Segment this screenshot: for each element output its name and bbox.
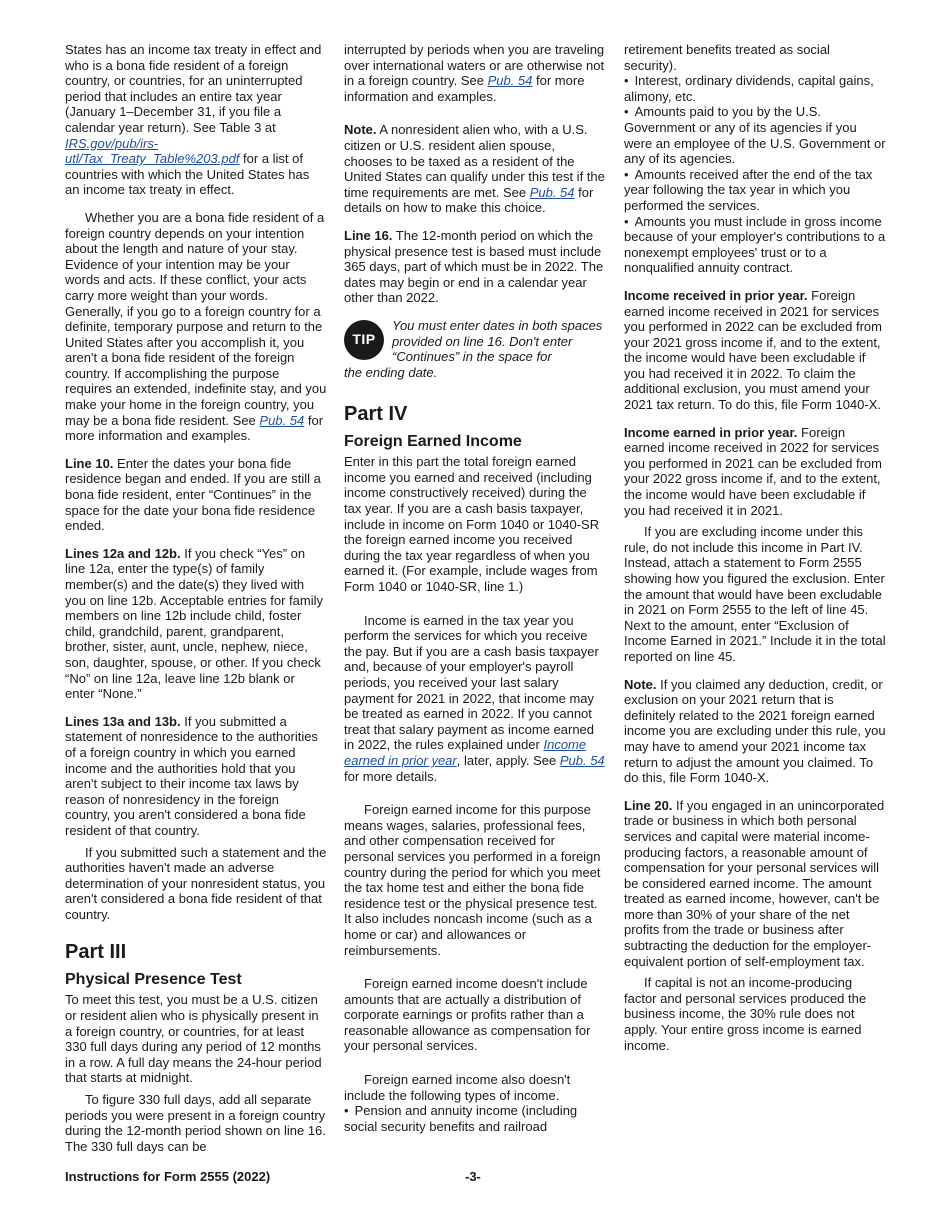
paragraph-treaty: States has an income tax treaty in effect and who is a bona fide resident of a foreign country, or countries, for an uninterrupted period that includes an entire tax year (January 1–December 31, if you file a calendar year return). See Table 3 at IRS.gov/pub/irs-utl/Tax_Treaty_Table%203.pdf for a list of countries with which the United States has an income tax treaty in effect. — [65, 42, 322, 198]
paragraph-line20: Line 20. If you engaged in an unincorporated trade or business in which both personal services and capital were material income-producing factors, a reasonable amount of compensation for your personal services will be considered earned income. The amount treated as earned income, however, can't be more than 30% of your share of the net profits from the trade or business after subtracting the deduction for the employer-equivalent portion of self-employment tax. — [624, 797, 885, 969]
part3-title: Part III — [65, 941, 127, 964]
bullet-pension: • Pension and annuity income (including social security benefits and railroad — [344, 1103, 606, 1134]
paragraph-earned-prior: Income earned in prior year. Foreign earned income received in 2022 for services you performed in 2021 can be excluded from your 2022 gross income if, and to the extent, the income would have been excludable if you had received it in 2021. — [624, 424, 882, 518]
paragraph-does-not-include: Foreign earned income doesn't include amounts that are actually a distribution of corporate earnings or profits rather than a reasonable allowance as compensation for your personal services. — [344, 976, 591, 1054]
column-right — [624, 42, 886, 1053]
paragraph-capital: If capital is not an income-producing factor and personal services produced the business income, the 30% rule does not apply. Your entire gross income is earned income. — [624, 975, 867, 1053]
bullet-employer-contrib: • Amounts you must include in gross income because of your employer's contributions to a nonexempt employees' trust or to a nonqualified annuity contract. — [624, 214, 886, 276]
paragraph-excluding: If you are excluding income under this rule, do not include this income in Part IV. Instead, attach a statement to Form 2555 showing how you figured the exclusion. Enter the amount that would have been excludable in 2021 on Form 2555 to the left of line 45. Next to the amount, enter “Exclusion of Income Earned in 2021.” Include it in the total reported on line 45. — [624, 524, 886, 664]
treaty-table-link[interactable]: IRS.gov/pub/irs-utl/Tax_Treaty_Table%203.pdf — [65, 135, 240, 167]
tip-icon: TIP — [344, 320, 384, 360]
tip-text: You must enter dates in both spaces provided on line 16. Don't enter “Continues” in the space for — [392, 317, 603, 365]
paragraph-submitted: If you submitted such a statement and the authorities haven't made an adverse determination of your nonresident status, you aren't considered a bona fide resident of that country. — [65, 844, 327, 922]
paragraph-note: Note. If you claimed any deduction, credit, or exclusion on your 2021 return that is definitely related to the 2021 foreign earned income you are excluding under this rule, you may have to amend your 2021 income tax return to adjust the amount you claimed. To do this, file Form 1040-X. — [624, 676, 886, 786]
income-earned-prior-year-link[interactable]: Income earned in prior year — [344, 737, 587, 768]
bullet-after-year: • Amounts received after the end of the tax year following the tax year in which you performed the services. — [624, 167, 886, 214]
paragraph-foreign-earned: Enter in this part the total foreign earned income you earned and received (including income constructively received) during the tax year. If you are a cash basis taxpayer, include in income on Form 1040 or 1040-SR the foreign earned income you received during the tax year regardless of when you earned it. (For example, include wages from Form 1040 or 1040-SR, line 1.) — [344, 454, 600, 595]
paragraph-retirement: retirement benefits treated as social security). — [624, 42, 830, 73]
column-left — [65, 42, 327, 1154]
part4-title: Part IV — [344, 403, 408, 426]
tip-box — [344, 318, 606, 380]
pub54-link[interactable]: Pub. 54 — [487, 73, 533, 89]
footer-page-number: -3- — [465, 1169, 481, 1184]
pub54-link[interactable]: Pub. 54 — [259, 412, 305, 428]
paragraph-interrupted: interrupted by periods when you are traveling over international waters or are otherwise not in a foreign country. See Pub. 54 for more information and examples. — [344, 42, 605, 104]
bullet-government: • Amounts paid to you by the U.S. Government or any of its agencies if you were an employee of the U.S. Government or any of its agencies. — [624, 104, 886, 166]
pub54-link[interactable]: Pub. 54 — [559, 752, 605, 768]
paragraph-330-days: To figure 330 full days, add all separate periods you were present in a foreign country during the 12-month period shown on line 16. The 330 full days can be — [65, 1092, 326, 1154]
paragraph-line10: Line 10. Enter the dates your bona fide residence began and ended. If you are still a bona fide resident, enter “Continues” in the space for the date your bona fide residence ended. — [65, 455, 321, 534]
paragraph-received-prior: Income received in prior year. Foreign earned income received in 2021 for services you performed in 2022 can be excluded from your 2021 gross income if, and to the extent, the income would have been excludable if you had received it in 2022. To claim the additional exclusion, you must amend your 2021 tax return. To do this, file Form 1040-X. — [624, 287, 882, 413]
bullet-interest: • Interest, ordinary dividends, capital gains, alimony, etc. — [624, 73, 886, 104]
paragraph-income-earned: Income is earned in the tax year you perform the services for which you receive the pay. But if you are a cash basis taxpayer and, because of your employer's payroll periods, you received your last salary payment for 2021 in 2022, that income may be treated as earned in 2022. If you cannot treat that salary payment as income earned in 2022, the rules explained under Income earned in prior year, later, apply. See Pub. 54 for more details. — [344, 612, 605, 784]
paragraph-lines13: Lines 13a and 13b. If you submitted a statement of nonresidence to the authorities of a foreign country in which you earned income and the authorities hold that you aren't subject to their income tax laws by reason of nonresidency in the foreign country, you aren't considered a bona fide resident of that country. — [65, 713, 318, 838]
paragraph-also-doesnt: Foreign earned income also doesn't include the following types of income. — [344, 1072, 571, 1103]
part4-subtitle: Foreign Earned Income — [344, 433, 522, 451]
paragraph-bona-fide: Whether you are a bona fide resident of a foreign country depends on your intention about the length and nature of your stay. Evidence of your intention may be your words and acts. If these conflict, your acts carry more weight than your words. Generally, if you go to a foreign country for a definite, temporary purpose and return to the United States after you accomplish it, you aren't a bona fide resident of the foreign country. If accomplishing the purpose requires an extended, indefinite stay, and you make your home in the foreign country, you may be a bona fide resident. See Pub. 54 for more information and examples. — [65, 209, 327, 444]
footer-document-title: Instructions for Form 2555 (2022) — [65, 1169, 271, 1184]
paragraph-purpose: Foreign earned income for this purpose means wages, salaries, professional fees, and other compensation received for personal services you performed in a foreign country during the period for which you meet the tax home test and either the bona fide residence test or the physical presence test. It also includes noncash income (such as a home or car) and allowances or reimbursements. — [344, 802, 601, 958]
paragraph-note: Note. A nonresident alien who, with a U.S. citizen or U.S. resident alien spouse, chooses to be taxed as a resident of the United States can qualify under this test if the time requirements are met. See Pub. 54 for details on how to make this choice. — [344, 122, 605, 216]
pub54-link[interactable]: Pub. 54 — [529, 184, 575, 200]
paragraph-line16: Line 16. The 12-month period on which the physical presence test is based must include 365 days, part of which must be in 2022. The dates may begin or end in a calendar year other than 2022. — [344, 227, 604, 306]
paragraph-physical-presence: To meet this test, you must be a U.S. citizen or resident alien who is physically present in a foreign country, or countries, for at least 330 full days during any period of 12 months in a row. A full day means the 24-hour period that starts at midnight. — [65, 992, 322, 1086]
paragraph-lines12: Lines 12a and 12b. If you check “Yes” on line 12a, enter the type(s) of family member(s) and the date(s) they lived with you on line 12b. Acceptable entries for family members on line 12b include child, foster child, grandchild, parent, grandparent, brother, sister, aunt, uncle, nephew, niece, son, daughter, spouse, or other. If you check “No” on line 12a, leave line 12b blank or enter “None.” — [65, 545, 323, 702]
column-middle — [344, 42, 606, 1134]
tip-text-continued: the ending date. — [344, 364, 438, 380]
part3-subtitle: Physical Presence Test — [65, 971, 242, 989]
